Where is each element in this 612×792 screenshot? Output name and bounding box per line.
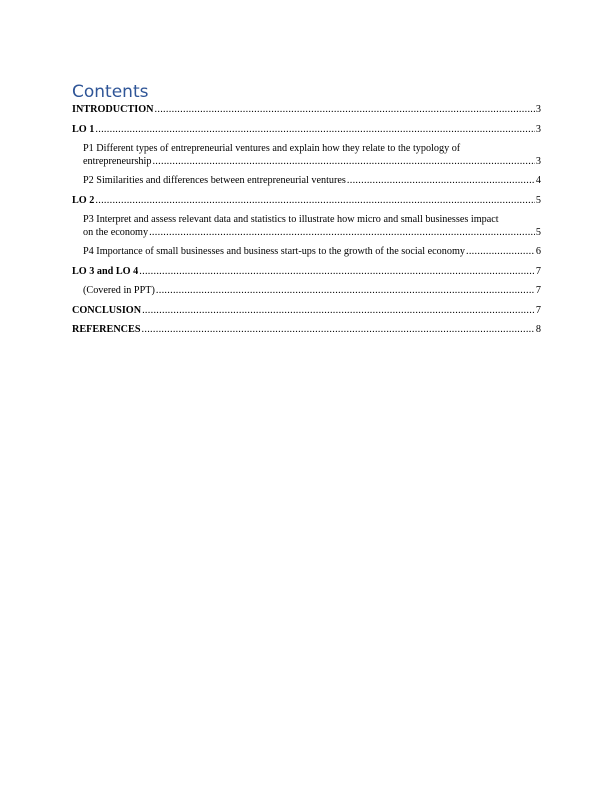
toc-dot-leader: [155, 104, 535, 117]
toc-title: Contents: [72, 82, 149, 102]
toc-dot-leader: [139, 266, 535, 279]
toc-dot-leader: [142, 324, 535, 337]
toc-page-number: 6: [535, 246, 541, 257]
toc-page-number: 3: [535, 123, 541, 135]
toc-dot-leader: [466, 246, 535, 259]
toc-entry[interactable]: [72, 246, 541, 259]
toc-page-number: 7: [535, 304, 541, 316]
toc-entry-text: P2 Similarities and differences between entrepreneurial ventures: [83, 175, 346, 186]
toc-entry[interactable]: [72, 104, 541, 117]
toc-entry[interactable]: [72, 324, 541, 337]
toc-page-number: 5: [535, 194, 541, 206]
toc-entry-text: LO 3 and LO 4: [72, 265, 139, 277]
toc-entry-text-line1: P3 Interpret and assess relevant data and statistics to illustrate how micro and small businesses impact: [83, 214, 499, 225]
toc-entry[interactable]: [72, 214, 541, 239]
toc-entry-text: LO 2: [72, 194, 95, 206]
table-of-contents: [72, 104, 541, 344]
toc-entry-text: REFERENCES: [72, 324, 141, 335]
toc-entry[interactable]: [72, 195, 541, 208]
toc-entry-text: LO 1: [72, 123, 95, 135]
toc-entry-text: CONCLUSION: [72, 304, 142, 316]
toc-entry[interactable]: [72, 175, 541, 188]
toc-page-number: 7: [535, 285, 541, 296]
toc-dot-leader: [347, 175, 535, 188]
toc-page-number: 4: [535, 175, 541, 186]
toc-entry-text: INTRODUCTION: [72, 104, 154, 115]
toc-dot-leader: [152, 156, 534, 169]
toc-entry-text: P4 Importance of small businesses and business start-ups to the growth of the social economy: [83, 246, 465, 257]
toc-dot-leader: [95, 124, 535, 137]
toc-page-number: 8: [535, 324, 541, 335]
toc-page-number: 3: [535, 104, 541, 115]
toc-entry-text: (Covered in PPT): [83, 285, 155, 296]
toc-entry[interactable]: [72, 124, 541, 137]
toc-entry-text-line1: P1 Different types of entrepreneurial ventures and explain how they relate to the typology of: [83, 143, 461, 154]
toc-entry[interactable]: [72, 285, 541, 298]
toc-dot-leader: [149, 227, 535, 240]
toc-dot-leader: [156, 285, 535, 298]
toc-entry[interactable]: [72, 305, 541, 318]
toc-entry[interactable]: [72, 266, 541, 279]
toc-dot-leader: [142, 305, 535, 318]
toc-dot-leader: [95, 195, 535, 208]
toc-page-number: 3: [535, 155, 541, 167]
toc-page-number: 7: [535, 265, 541, 277]
toc-page-number: 5: [535, 226, 541, 238]
toc-entry[interactable]: [72, 143, 541, 168]
toc-entry-text: entrepreneurship: [83, 155, 152, 167]
toc-entry-text: on the economy: [83, 226, 149, 238]
